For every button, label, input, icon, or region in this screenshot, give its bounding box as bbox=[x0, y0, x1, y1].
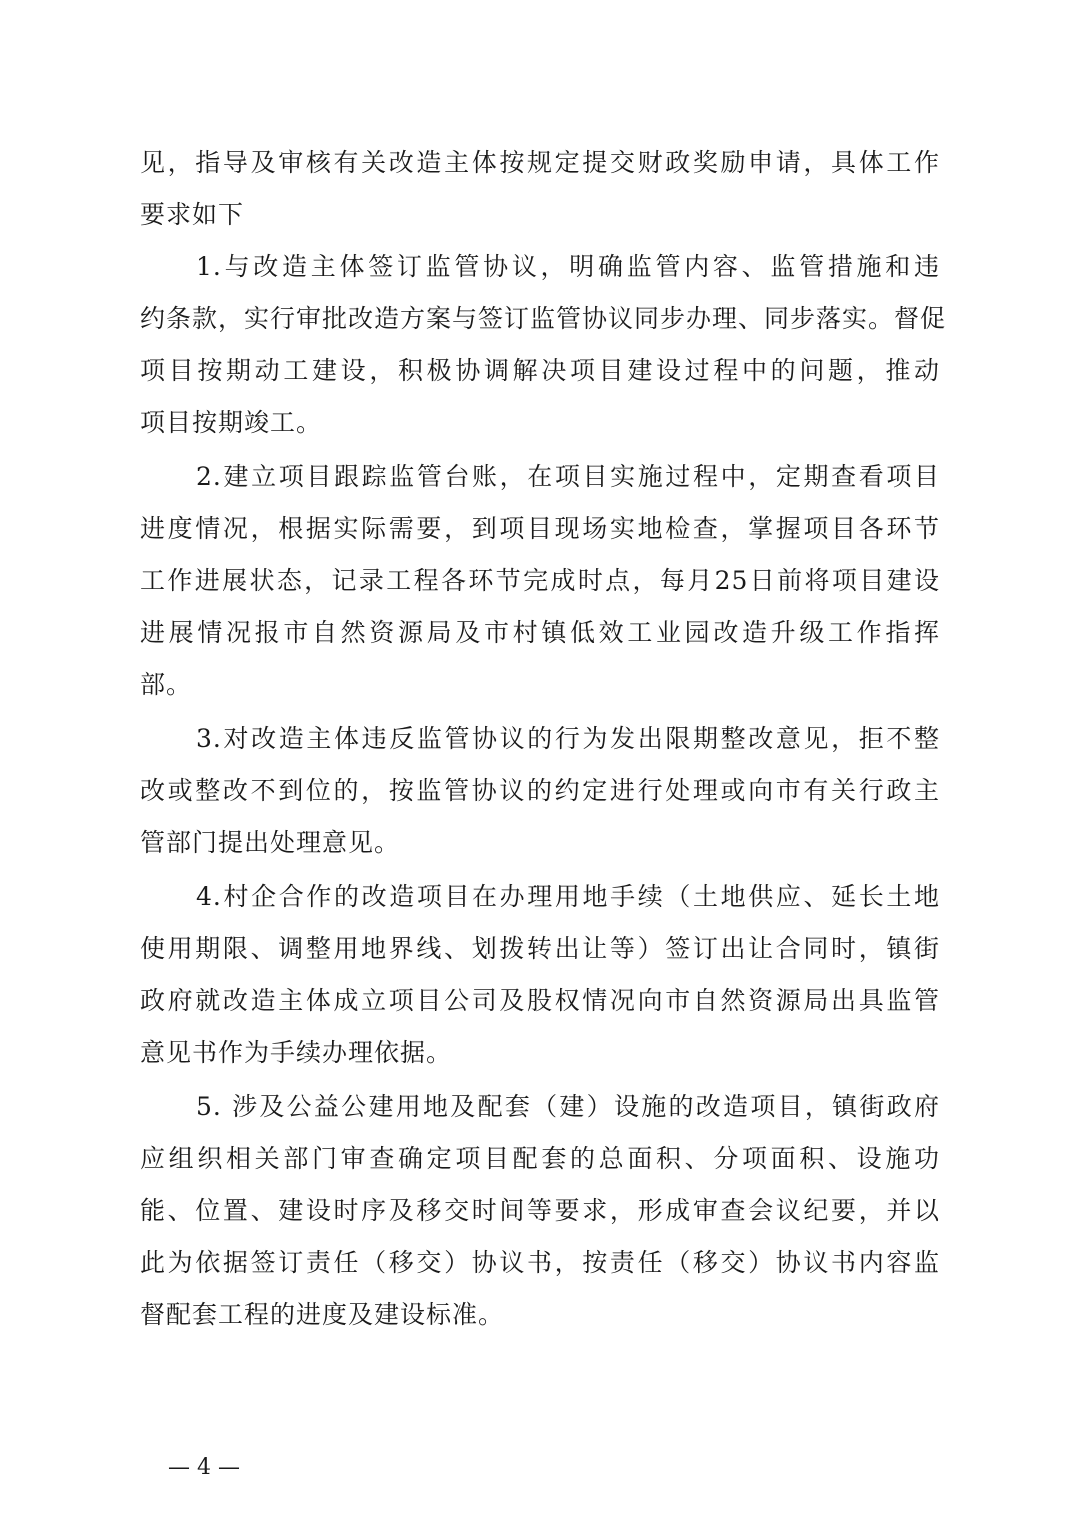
text-line: 此为依据签订责任（移交）协议书，按责任（移交）协议书内容监 bbox=[140, 1248, 940, 1277]
text-line: 要求如下 bbox=[140, 200, 245, 229]
text-line: 项目按期竣工。 bbox=[140, 408, 323, 437]
text-line: 部。 bbox=[140, 670, 193, 699]
text-line: 使用期限、调整用地界线、划拨转出让等）签订出让合同时，镇街 bbox=[140, 934, 940, 963]
text-line: 意见书作为手续办理依据。 bbox=[140, 1038, 453, 1067]
text-line: 见，指导及审核有关改造主体按规定提交财政奖励申请，具体工作 bbox=[140, 148, 940, 177]
text-line: 能、位置、建设时序及移交时间等要求，形成审查会议纪要，并以 bbox=[140, 1196, 940, 1225]
text-line: 督配套工程的进度及建设标准。 bbox=[140, 1300, 505, 1329]
text-line: 项目按期动工建设，积极协调解决项目建设过程中的问题，推动 bbox=[140, 356, 940, 385]
page-number: — 4 — bbox=[168, 1455, 240, 1480]
text-line: 管部门提出处理意见。 bbox=[140, 828, 401, 857]
text-line: 应组织相关部门审查确定项目配套的总面积、分项面积、设施功 bbox=[140, 1144, 940, 1173]
paragraph-5-start: 5. 涉及公益公建用地及配套（建）设施的改造项目，镇街政府 bbox=[196, 1092, 940, 1121]
paragraph-4-start: 4.村企合作的改造项目在办理用地手续（土地供应、延长土地 bbox=[196, 882, 940, 911]
text-line: 工作进展状态，记录工程各环节完成时点，每月25日前将项目建设 bbox=[140, 566, 940, 595]
text-line: 政府就改造主体成立项目公司及股权情况向市自然资源局出具监管 bbox=[140, 986, 940, 1015]
text-line: 进展情况报市自然资源局及市村镇低效工业园改造升级工作指挥 bbox=[140, 618, 940, 647]
paragraph-1-start: 1.与改造主体签订监管协议，明确监管内容、监管措施和违 bbox=[196, 252, 940, 281]
text-line: 约条款，实行审批改造方案与签订监管协议同步办理、同步落实。督促 bbox=[140, 304, 947, 333]
text-line: 改或整改不到位的，按监管协议的约定进行处理或向市有关行政主 bbox=[140, 776, 940, 805]
paragraph-3-start: 3.对改造主体违反监管协议的行为发出限期整改意见，拒不整 bbox=[196, 724, 940, 753]
paragraph-2-start: 2.建立项目跟踪监管台账，在项目实施过程中，定期查看项目 bbox=[196, 462, 940, 491]
text-line: 进度情况，根据实际需要，到项目现场实地检查，掌握项目各环节 bbox=[140, 514, 940, 543]
